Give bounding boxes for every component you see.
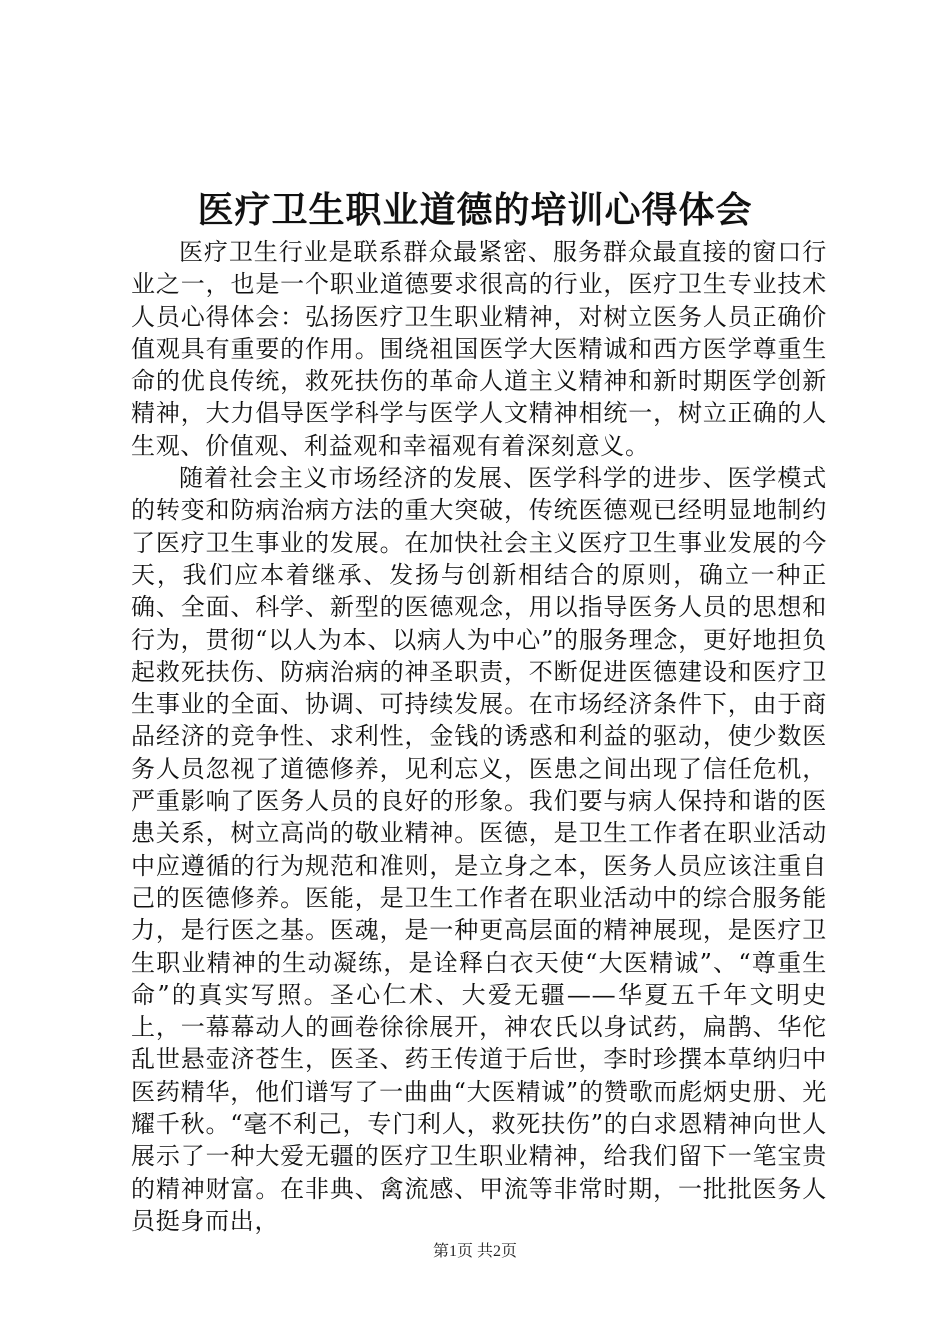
paragraph-1: 医疗卫生行业是联系群众最紧密、服务群众最直接的窗口行业之一，也是一个职业道德要求很高的行业，医疗卫生专业技术人员心得体会：弘扬医疗卫生职业精神，对树立医务人员正确价值观具有重要的作用。围绕祖国医学大医精诚和西方医学尊重生命的优良传统，救死扶伤的革命人道主义精神和新时期医学创新精神，大力倡导医学科学与医学人文精神相统一，树立正确的人生观、价值观、利益观和幸福观有着深刻意义。 xyxy=(131,238,827,460)
document-title: 医疗卫生职业道德的培训心得体会 xyxy=(197,189,753,231)
page-footer: 第1页 共2页 xyxy=(432,1243,517,1260)
paragraph-2: 随着社会主义市场经济的发展、医学科学的进步、医学模式的转变和防病治病方法的重大突破，传统医德观已经明显地制约了医疗卫生事业的发展。在加快社会主义医疗卫生事业发展的今天，我们应本着继承、发扬与创新相结合的原则，确立一种正确、全面、科学、新型的医德观念，用以指导医务人员的思想和行为，贯彻“以人为本、以病人为中心”的服务理念，更好地担负起救死扶伤、防病治病的神圣职责，不断促进医德建设和医疗卫生事业的全面、协调、可持续发展。在市场经济条件下，由于商品经济的竞争性、求利性，金钱的诱惑和利益的驱动，使少数医务人员忽视了道德修养，见利忘义，医患之间出现了信任危机，严重影响了医务人员的良好的形象。我们要与病人保持和谐的医患关系，树立高尚的敬业精神。医德，是卫生工作者在职业活动中应遵循的行为规范和准则，是立身之本，医务人员应该注重自己的医德修养。医能，是卫生工作者在职业活动中的综合服务能力，是行医之基。医魂，是一种更高层面的精神展现，是医疗卫生职业精神的生动凝练，是诠释白衣天使“大医精诚”、“尊重生命”的真实写照。圣心仁术、大爱无疆——华夏五千年文明史上，一幕幕动人的画卷徐徐展开，神农氏以身试药，扁鹊、华佗乱世悬壶济苍生，医圣、药王传道于后世，李时珍撰本草纳归中医药精华，他们谱写了一曲曲“大医精诚”的赞歌而彪炳史册、光耀千秋。“毫不利己，专门利人，救死扶伤”的白求恩精神向世人展示了一种大爱无疆的医疗卫生职业精神，给我们留下一笔宝贵的精神财富。在非典、禽流感、甲流等非常时期，一批批医务人员挺身而出， xyxy=(131,464,827,1235)
document-body xyxy=(131,236,827,1237)
